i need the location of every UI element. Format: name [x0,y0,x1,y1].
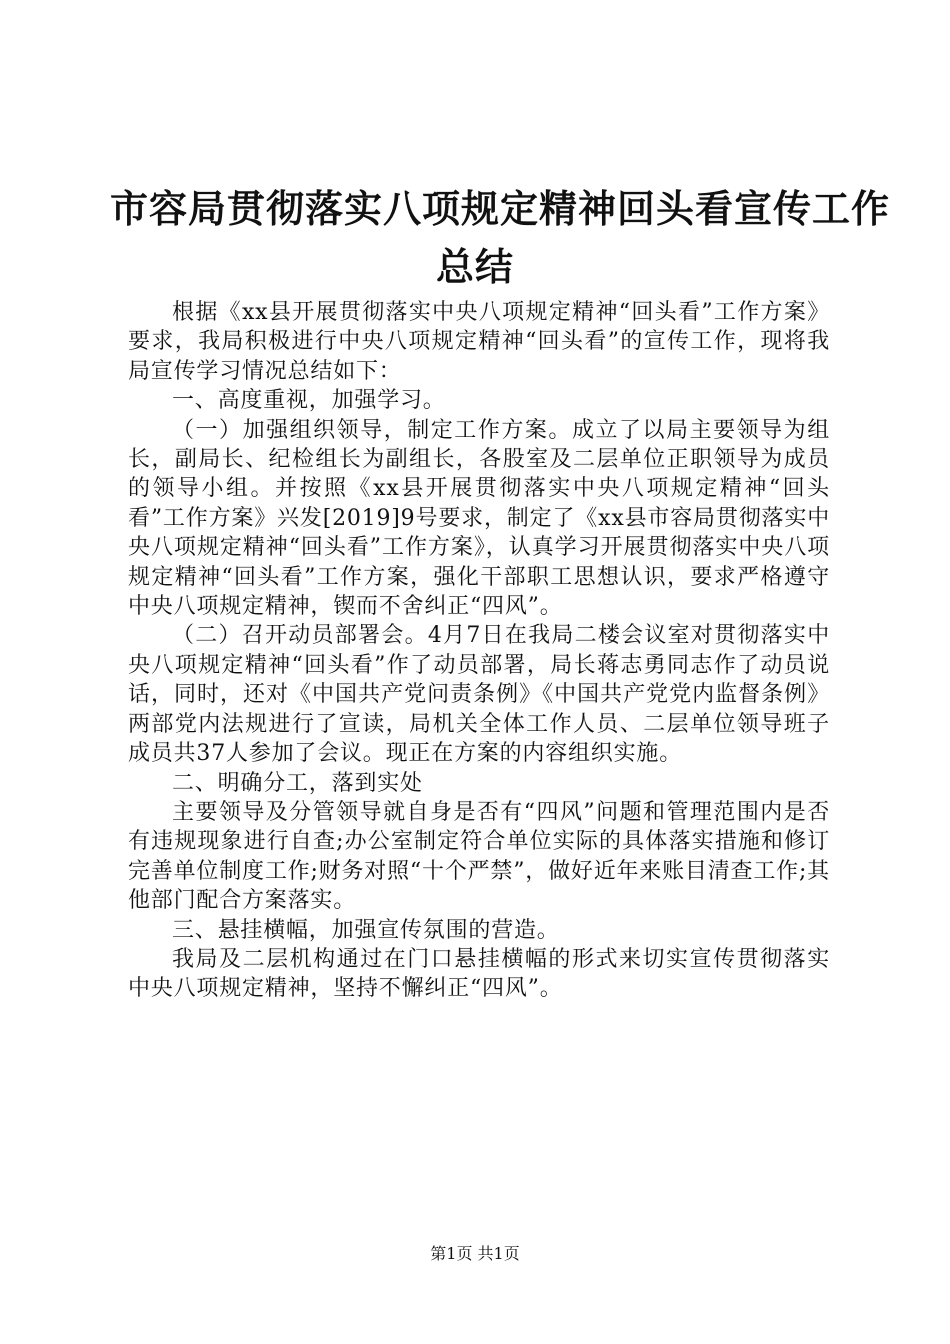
paragraph-organization: （一）加强组织领导，制定工作方案。成立了以局主要领导为组长，副局长、纪检组长为副组长，各股室及二层单位正职领导为成员的领导小组。并按照《xx县开展贯彻落实中央八项规定精神“回头看”工作方案》兴发[2019]9号要求，制定了《xx县市容局贯彻落实中央八项规定精神“回头看”工作方案》，认真学习开展贯彻落实中央八项规定精神“回头看”工作方案，强化干部职工思想认识，要求严格遵守中央八项规定精神，锲而不舍纠正“四风”。 [128,417,830,620]
document-title-line-1: 市容局贯彻落实八项规定精神回头看宣传工作 [110,186,891,231]
page-footer: 第1页 共1页 [430,1244,520,1263]
paragraph-intro: 根据《xx县开展贯彻落实中央八项规定精神“回头看”工作方案》要求，我局积极进行中央八项规定精神“回头看”的宣传工作，现将我局宣传学习情况总结如下： [128,300,830,384]
section-heading-3: 三、悬挂横幅，加强宣传氛围的营造。 [172,917,560,943]
document-title-line-2: 总结 [435,244,514,289]
paragraph-mobilization: （二）召开动员部署会。4月7日在我局二楼会议室对贯彻落实中央八项规定精神“回头看”作了动员部署，局长蒋志勇同志作了动员说话，同时，还对《中国共产党问责条例》《中国共产党党内监督条例》两部党内法规进行了宣读，局机关全体工作人员、二层单位领导班子成员共37人参加了会议。现正在方案的内容组织实施。 [128,623,830,767]
section-heading-1: 一、高度重视，加强学习。 [172,388,446,414]
section-heading-2: 二、明确分工，落到实处 [172,770,423,796]
paragraph-banners: 我局及二层机构通过在门口悬挂横幅的形式来切实宣传贯彻落实中央八项规定精神，坚持不懈纠正“四风”。 [128,946,830,1002]
paragraph-division: 主要领导及分管领导就自身是否有“四风”问题和管理范围内是否有违规现象进行自查;办公室制定符合单位实际的具体落实措施和修订完善单位制度工作;财务对照“十个严禁”，做好近年来账目清查工作;其他部门配合方案落实。 [128,799,830,914]
document-body [128,298,830,1004]
